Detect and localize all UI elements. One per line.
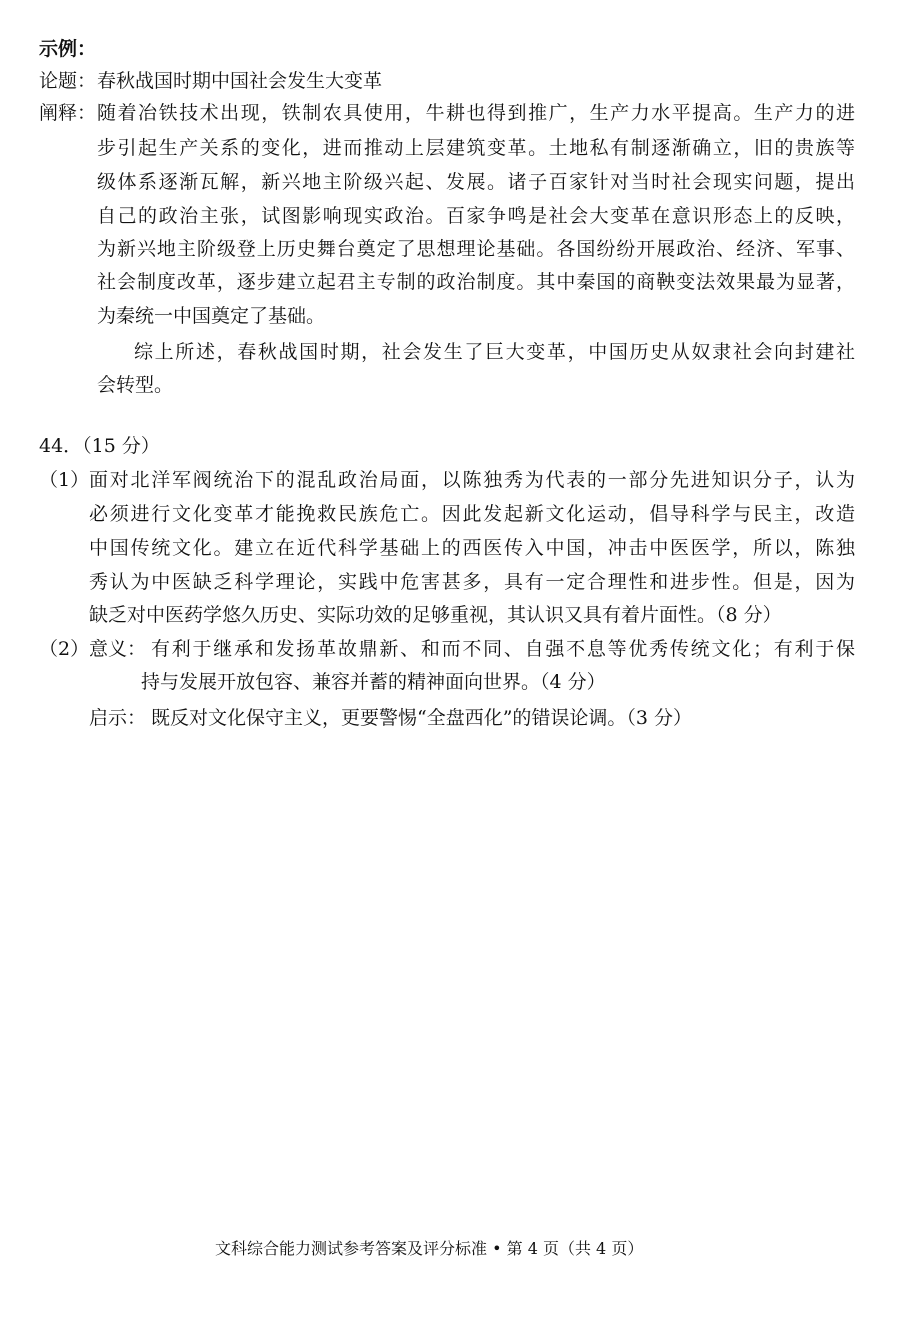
example-heading: 示例： (39, 38, 97, 60)
part2-label: （2） (39, 638, 90, 660)
summary-line-2: 会转型。 (97, 374, 174, 396)
lesson-label: 启示： (89, 707, 147, 729)
part1-line-2: 必须进行文化变革才能挽救民族危亡。因此发起新文化运动，倡导科学与民主，改造 (89, 503, 855, 525)
part1-line-3: 中国传统文化。建立在近代科学基础上的西医传入中国，冲击中医医学，所以，陈独 (89, 537, 855, 559)
explanation-line-2: 步引起生产关系的变化，进而推动上层建筑变革。土地私有制逐渐确立，旧的贵族等 (97, 137, 855, 159)
significance-line-2: 持与发展开放包容、兼容并蓄的精神面向世界。（4 分） (141, 671, 606, 693)
explanation-line-6: 社会制度改革，逐步建立起君主专制的政治制度。其中秦国的商鞅变法效果最为显著， (97, 271, 855, 293)
explanation-line-7: 为秦统一中国奠定了基础。 (97, 305, 326, 327)
explanation-line-5: 为新兴地主阶级登上历史舞台奠定了思想理论基础。各国纷纷开展政治、经济、军事、 (97, 238, 855, 260)
topic-text: 春秋战国时期中国社会发生大变革 (97, 70, 383, 92)
significance-line-1: 有利于继承和发扬革故鼎新、和而不同、自强不息等优秀传统文化；有利于保 (151, 638, 855, 660)
explanation-line-1: 随着冶铁技术出现，铁制农具使用，牛耕也得到推广，生产力水平提高。生产力的进 (97, 102, 855, 124)
question-44-heading: 44．（15 分） (39, 435, 160, 457)
explanation-label: 阐释： (39, 102, 97, 124)
part1-line-4: 秀认为中医缺乏科学理论，实践中危害甚多，具有一定合理性和进步性。但是，因为 (89, 571, 855, 593)
part1-line-5: 缺乏对中医药学悠久历史、实际功效的足够重视，其认识又具有着片面性。（8 分） (89, 604, 782, 626)
page-footer: 文科综合能力测试参考答案及评分标准 • 第 4 页（共 4 页） (215, 1239, 644, 1258)
topic-label: 论题： (39, 70, 97, 92)
lesson-text: 既反对文化保守主义，更要警惕“全盘西化”的错误论调。（3 分） (151, 707, 693, 729)
part1-line-1: 面对北洋军阀统治下的混乱政治局面，以陈独秀为代表的一部分先进知识分子，认为 (89, 469, 855, 491)
explanation-line-3: 级体系逐渐瓦解，新兴地主阶级兴起、发展。诸子百家针对当时社会现实问题，提出 (97, 171, 855, 193)
part1-label: （1） (39, 469, 90, 491)
summary-line-1: 综上所述，春秋战国时期，社会发生了巨大变革，中国历史从奴隶社会向封建社 (134, 341, 855, 363)
significance-label: 意义： (89, 638, 147, 660)
explanation-line-4: 自己的政治主张，试图影响现实政治。百家争鸣是社会大变革在意识形态上的反映， (97, 205, 855, 227)
